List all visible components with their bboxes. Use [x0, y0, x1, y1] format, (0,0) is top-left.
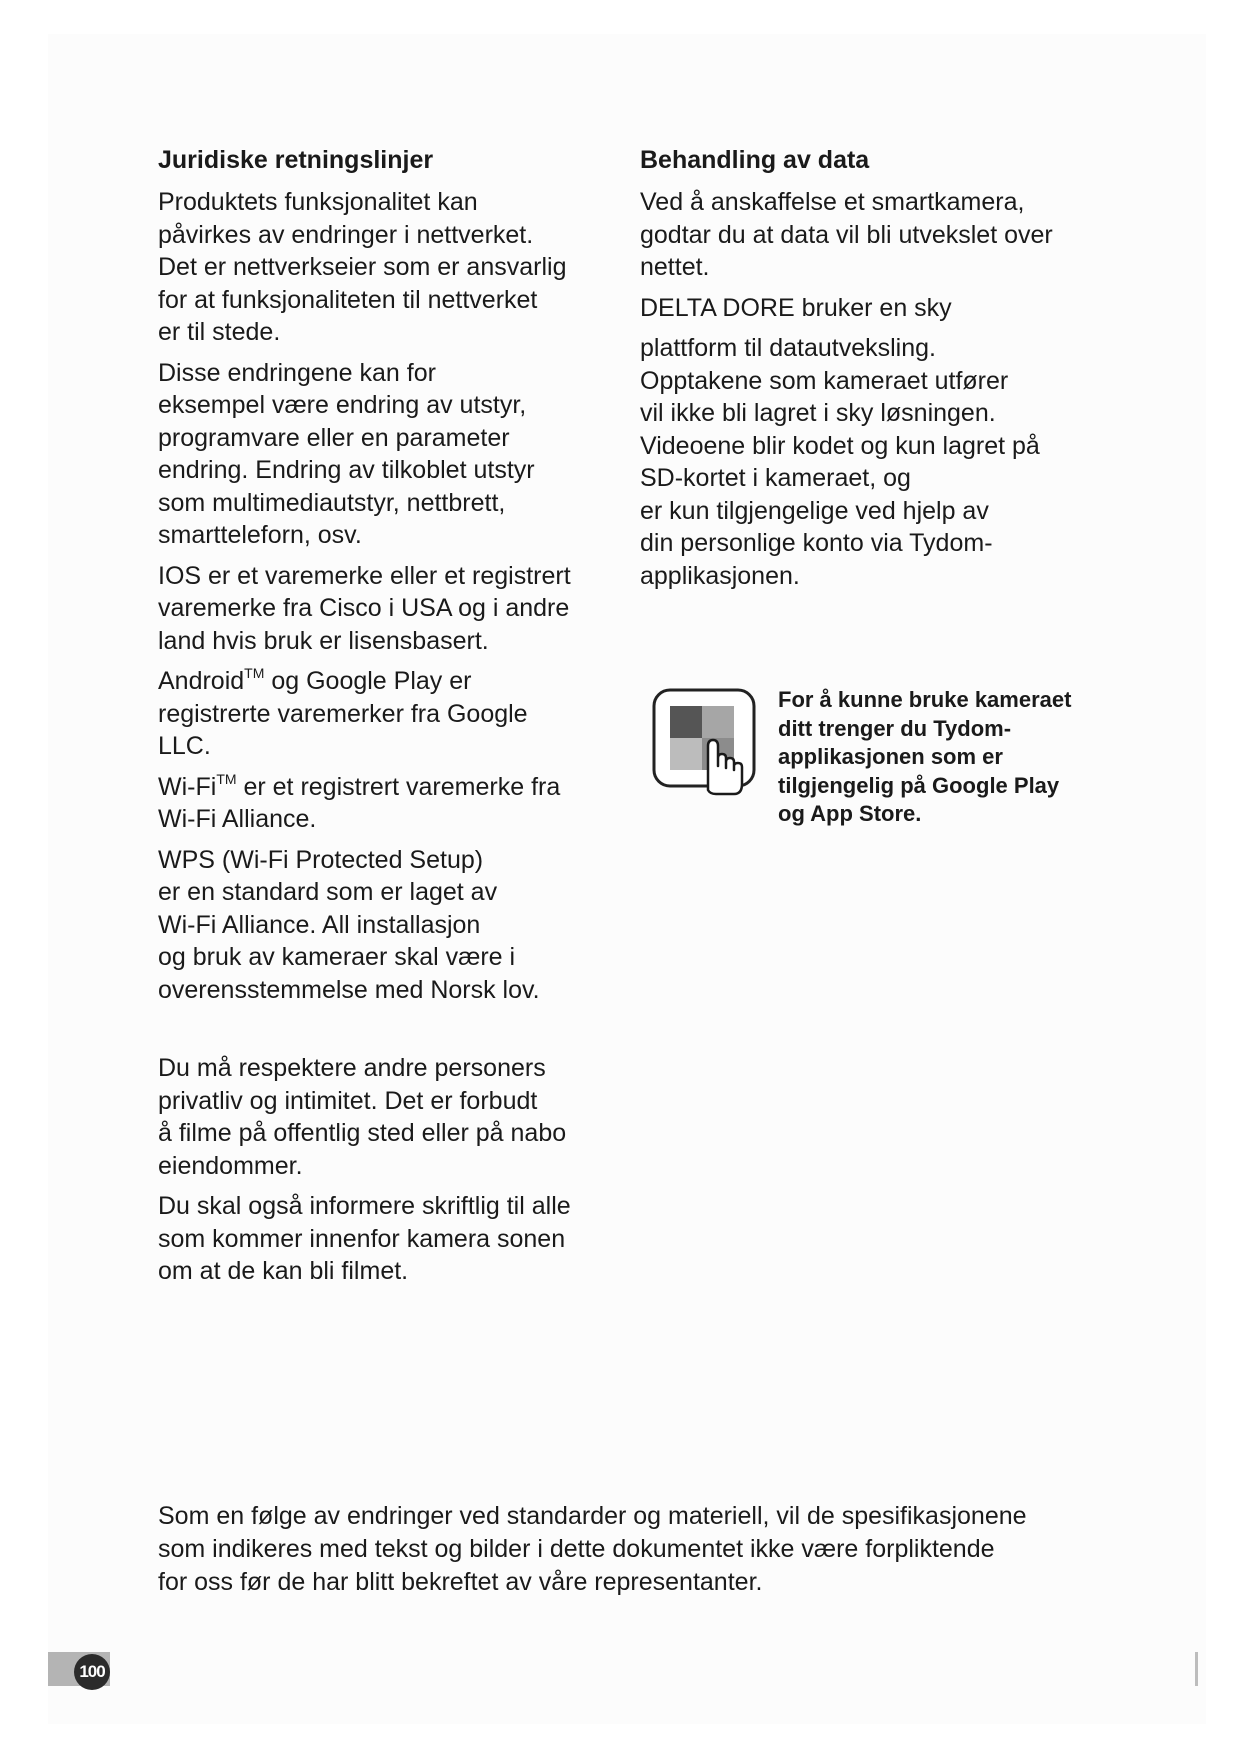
disclaimer-footer: Som en følge av endringer ved standarder og materiell, vil de spesifikasjonene som indikeres med tekst og bilder i dette dokumentet ikke være forpliktende for oss før de har blitt bekreftet av våre representanter.: [158, 1502, 1027, 1596]
cloud-platform-intro: DELTA DORE bruker en sky: [640, 293, 952, 322]
data-handling-heading: Behandling av data: [640, 146, 870, 174]
app-tap-icon: [650, 686, 760, 796]
inform-in-writing-paragraph: Du skal også informere skriftlig til alle som kommer innenfor kamera sonen om at de kan bli filmet.: [158, 1192, 571, 1285]
legal-guidelines-heading: Juridiske retningslinjer: [158, 146, 434, 174]
storage-paragraph: plattform til datautveksling. Opptakene som kameraet utfører vil ikke bli lagret i sky løsningen. Videoene blir kodet og kun lagret på SD-kortet i kameraet, og er kun tilgjengelige ved hjelp av din personlige konto via Tydom- applikasjonen.: [640, 334, 1040, 590]
data-handling-column: [640, 144, 1100, 600]
page-edge-marker: [1195, 1652, 1198, 1686]
ios-trademark-paragraph: IOS er et varemerke eller et registrert varemerke fra Cisco i USA og i andre land hvis bruk er lisensbasert.: [158, 561, 571, 655]
trademark-sup: TM: [216, 770, 237, 787]
wifi-label: Wi-Fi: [158, 772, 217, 801]
tydom-app-info-text: For å kunne bruke kameraet ditt trenger du Tydom- applikasjonen som er tilgjengelig på Google Play og App Store.: [778, 687, 1072, 826]
data-exchange-paragraph: Ved å anskaffelse et smartkamera, godtar du at data vil bli utvekslet over nettet.: [640, 188, 1053, 281]
spacer: [158, 1014, 608, 1052]
android-trademark-text: og Google Play er registrerte varemerker fra Google LLC.: [158, 667, 528, 760]
wps-paragraph: WPS (Wi-Fi Protected Setup) er en standard som er laget av Wi-Fi Alliance. All installasjon og bruk av kameraer skal være i overensstemmelse med Norsk lov.: [158, 845, 540, 1004]
privacy-paragraph: Du må respektere andre personers privatliv og intimitet. Det er forbudt å filme på offentlig sted eller på nabo eiendommer.: [158, 1054, 567, 1180]
wifi-trademark-text: er et registrert varemerke fra Wi-Fi Alliance.: [158, 772, 561, 833]
android-label: Android: [158, 667, 245, 695]
android-trademark-paragraph: [158, 665, 608, 763]
equipment-changes-paragraph: Disse endringene kan for eksempel være endring av utstyr, programvare eller en parameter endring. Endring av tilkoblet utstyr som multimediautstyr, nettbrett, smartteleforn, osv.: [158, 358, 535, 549]
tydom-app-info: [650, 686, 1130, 836]
network-functionality-paragraph: Produktets funksjonalitet kan påvirkes av endringer i nettverket. Det er nettverkseier som er ansvarlig for at funksjonaliteten til nettverket er til stede.: [158, 188, 567, 346]
page-number: 100: [74, 1654, 110, 1690]
trademark-sup: TM: [244, 665, 265, 681]
wifi-trademark-paragraph: [158, 771, 608, 836]
legal-guidelines-column: [158, 144, 608, 1296]
